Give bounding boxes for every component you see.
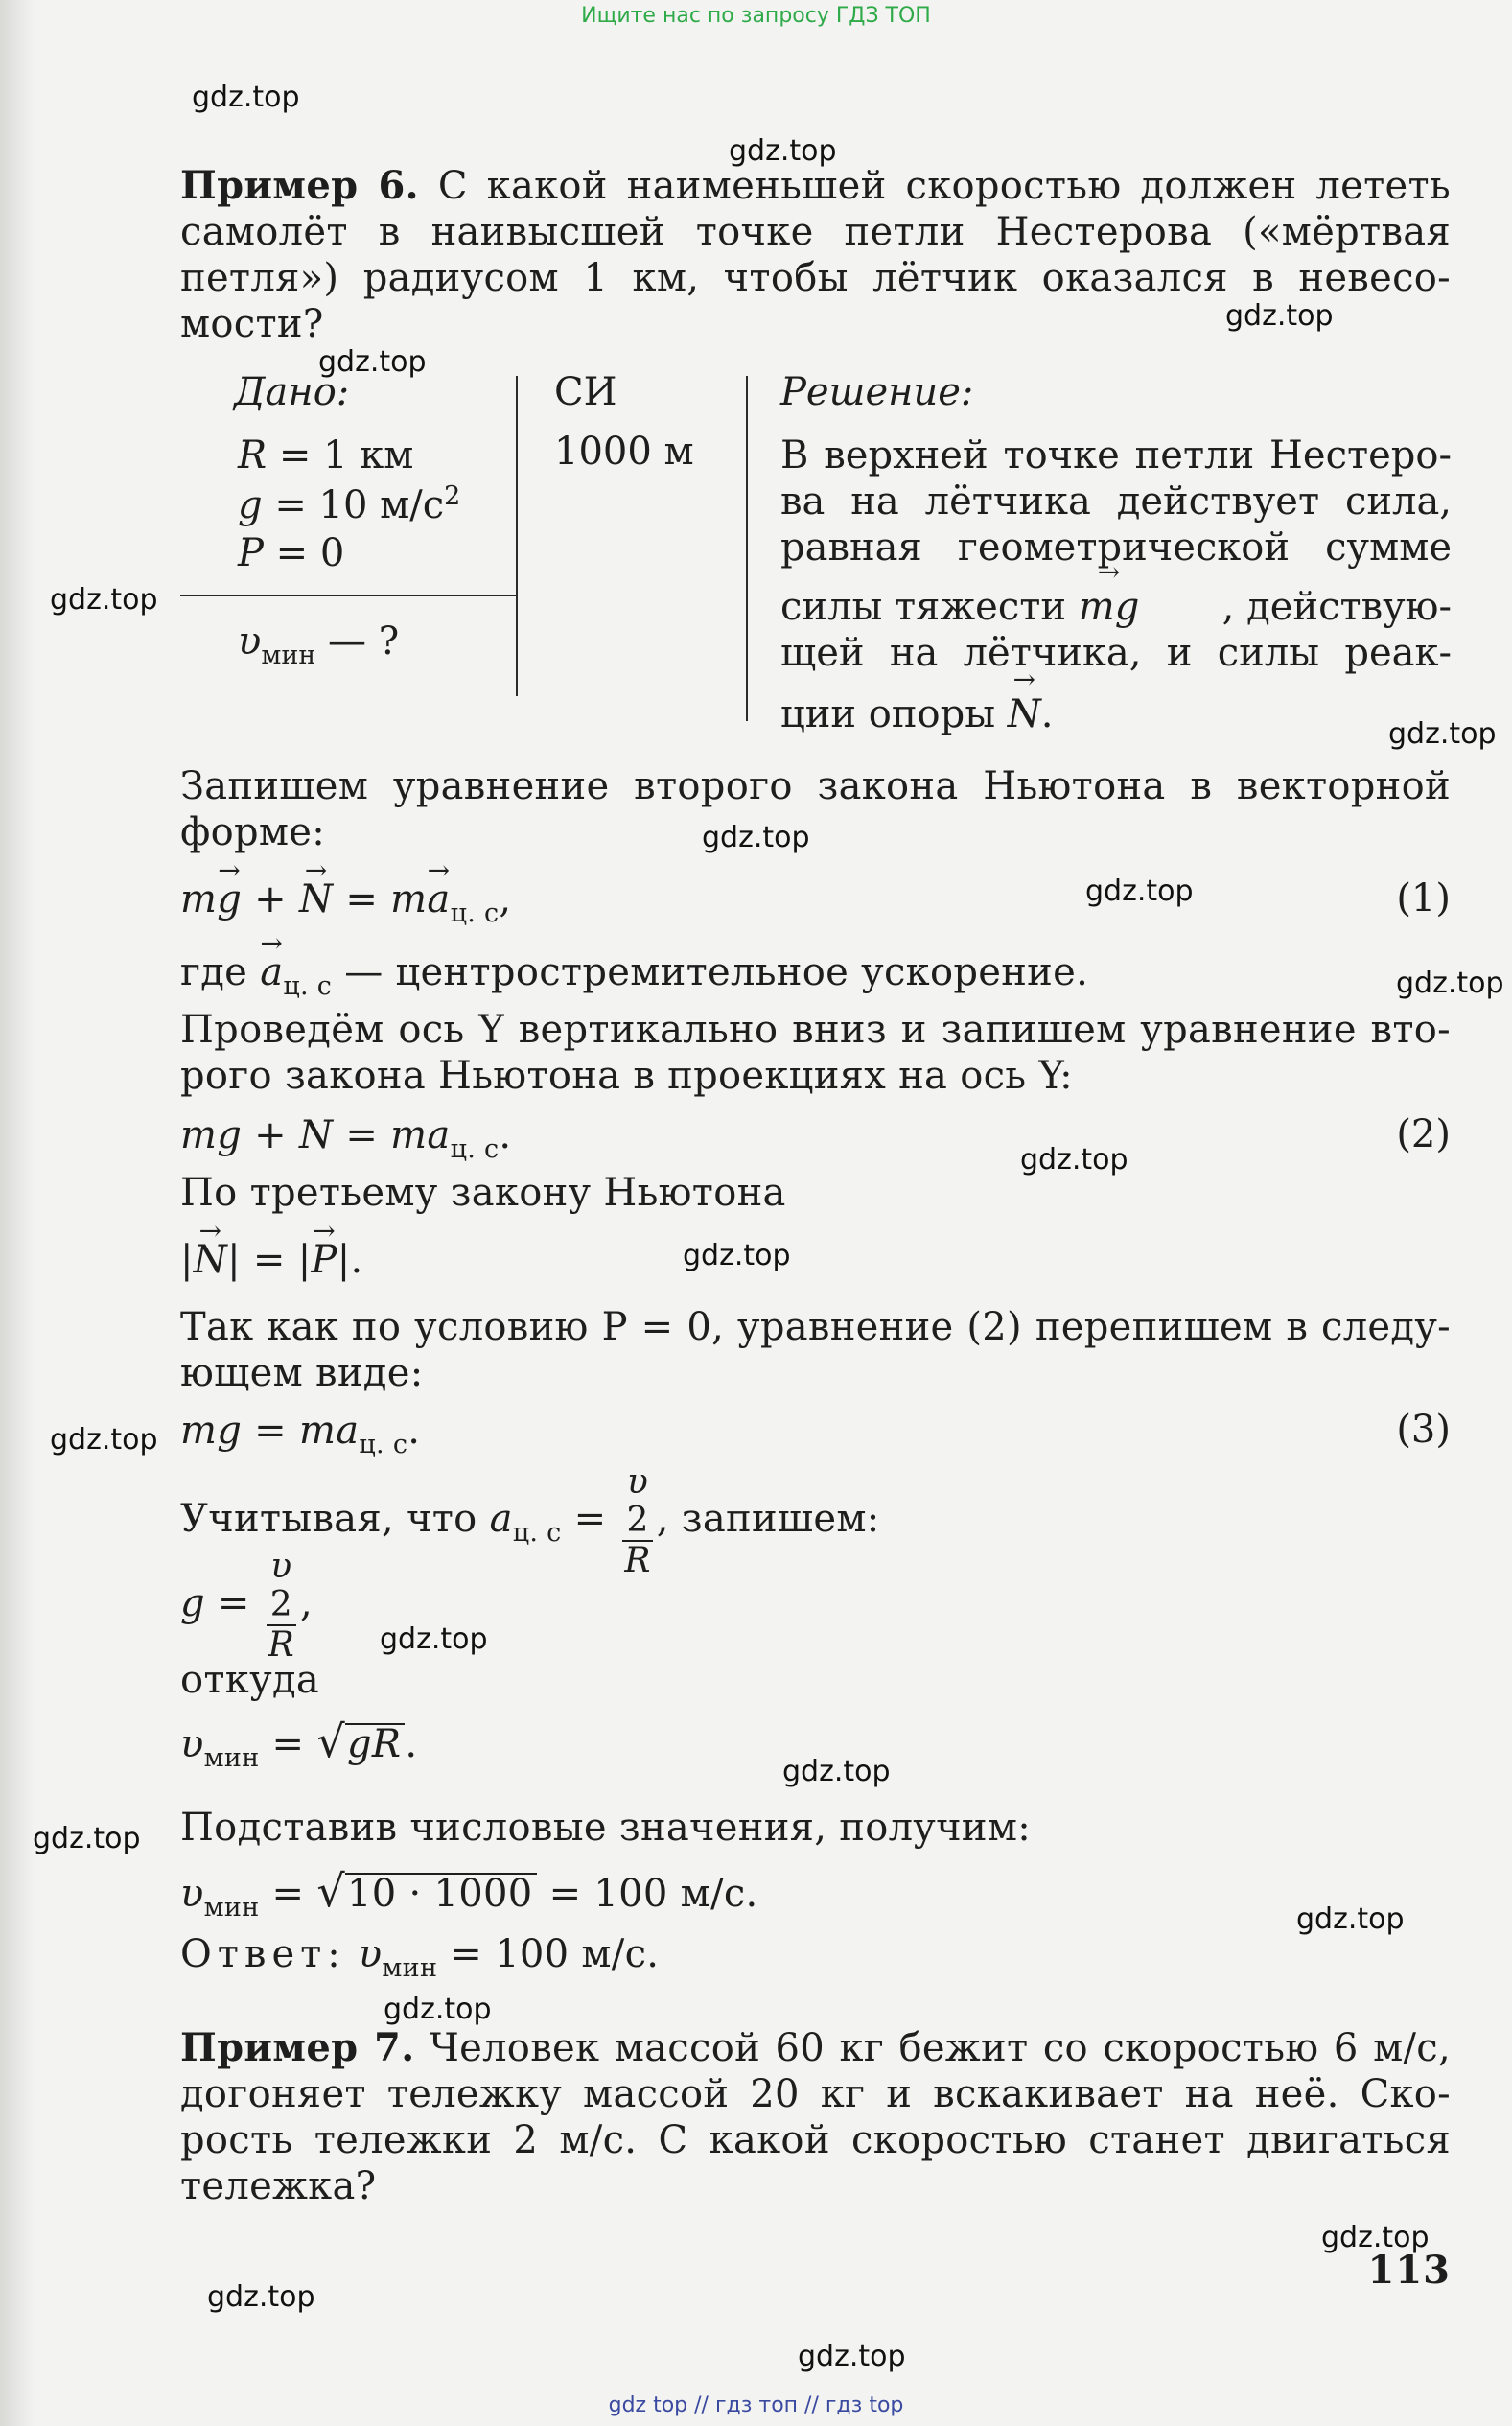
footer-links[interactable]: gdz top // гдз топ // гдз top	[608, 2393, 904, 2417]
solution-line: силы тяжести → mg , действую-	[780, 585, 1452, 629]
paragraph: откуда	[180, 1658, 320, 1702]
equation-numeric: $\upsilon_{мин} = √10 \cdot 1000 = 100$ м/с.	[180, 1865, 758, 1923]
example7-line: тележка?	[180, 2164, 377, 2208]
table-divider	[516, 376, 518, 696]
solution-line: равная геометрической сумме	[780, 525, 1452, 570]
watermark: gdz.top	[1225, 299, 1334, 333]
given-P: P = 0	[238, 531, 345, 575]
watermark: gdz.top	[33, 1822, 141, 1855]
equation-number: (1)	[1396, 876, 1451, 921]
watermark: gdz.top	[192, 81, 300, 114]
watermark: gdz.top	[729, 134, 837, 168]
equation-number: (3)	[1396, 1408, 1451, 1452]
example7-line: Пример 7. Человек массой 60 кг бежит со скоростью 6 м/с,	[180, 2025, 1451, 2070]
fraction: υ 2 R	[624, 1462, 651, 1580]
watermark: gdz.top	[50, 1423, 158, 1457]
watermark: gdz.top	[1321, 2221, 1430, 2254]
book-spine-shadow	[0, 0, 35, 2426]
paragraph: где → $a_{ц. с}$ — центростремительное ускорение.	[180, 949, 1451, 1010]
equation-1: m→ g + → $N = m\to a_{ц. с}$,	[180, 876, 1451, 937]
watermark: gdz.top	[702, 821, 810, 854]
paragraph: ющем виде:	[180, 1351, 424, 1395]
paragraph: Учитывая, что $a_{ц. с}$ = υ 2 R , запишем:	[180, 1462, 880, 1580]
paragraph: По третьему закону Ньютона	[180, 1171, 786, 1215]
example6-question-line: самолёт в наивысшей точке петли Нестерова («мёртвая	[180, 210, 1451, 254]
example7-title: Пример 7.	[180, 2025, 415, 2070]
table-divider	[746, 376, 748, 721]
example6-question-line: мости?	[180, 302, 324, 346]
watermark: gdz.top	[798, 2340, 906, 2373]
given-header: Дано:	[234, 370, 350, 414]
watermark: gdz.top	[1388, 717, 1497, 751]
example7-line: рость тележки 2 м/с. С какой скоростью станет двигаться	[180, 2118, 1451, 2162]
watermark: gdz.top	[1296, 1902, 1405, 1936]
paragraph: Проведём ось Y вертикально вниз и запишем уравнение вто-	[180, 1008, 1451, 1052]
example6-question-line: Пример 6. С какой наименьшей скоростью должен лететь	[180, 163, 1452, 208]
watermark: gdz.top	[1396, 967, 1504, 1000]
solution-line: ции опоры → N.	[780, 692, 1053, 736]
solution-header: Решение:	[780, 370, 974, 414]
watermark: gdz.top	[782, 1755, 891, 1788]
solution-line: щей на лётчика, и силы реак-	[780, 631, 1452, 675]
given-underline	[180, 595, 516, 596]
watermark: gdz.top	[380, 1622, 488, 1656]
paragraph: рого закона Ньютона в проекциях на ось Y:	[180, 1054, 1073, 1098]
watermark: gdz.top	[207, 2280, 315, 2314]
watermark: gdz.top	[683, 1239, 791, 1272]
solution-line: ва на лётчика действует сила,	[780, 479, 1452, 524]
example7-line: догоняет тележку массой 20 кг и вскакивает на неё. Ско-	[180, 2072, 1451, 2116]
paragraph: Подставив числовые значения, получим:	[180, 1806, 1032, 1850]
si-header: СИ	[554, 370, 617, 414]
given-g: g = 10 $м/с^2$	[238, 481, 461, 527]
watermark: gdz.top	[384, 1993, 492, 2026]
paragraph: Так как по условию P = 0, уравнение (2) перепишем в следу-	[180, 1305, 1451, 1349]
watermark: gdz.top	[1020, 1143, 1128, 1177]
si-value: 1000 м	[554, 430, 694, 474]
paragraph: форме:	[180, 810, 326, 854]
example6-question-line: петля») радиусом 1 км, чтобы лётчик оказался в невесо-	[180, 256, 1451, 300]
equation-modulus: |→ N| = |→ P|.	[180, 1237, 1451, 1283]
watermark: gdz.top	[1085, 875, 1194, 908]
equation-number: (2)	[1396, 1112, 1451, 1156]
solution-line: В верхней точке петли Нестеро-	[780, 433, 1452, 478]
equation-vmin: $\upsilon_{мин} = √gR$ .	[180, 1715, 418, 1773]
page-number: 113	[1367, 2248, 1451, 2293]
watermark: gdz.top	[318, 345, 427, 379]
equation-2: mg + $N = ma_{ц. с}$.	[180, 1113, 512, 1164]
given-find: $\upsilon_{мин}$ — ?	[238, 619, 400, 670]
answer: Ответ: $\upsilon_{мин} = 100$ м/с.	[180, 1932, 660, 1983]
equation-3: mg = $ma_{ц. с}$.	[180, 1409, 421, 1459]
top-banner[interactable]: Ищите нас по запросу ГДЗ ТОП	[581, 4, 931, 28]
example6-title: Пример 6.	[180, 163, 419, 208]
paragraph: Запишем уравнение второго закона Ньютона в векторной	[180, 764, 1451, 808]
given-R: R = 1 км	[238, 433, 414, 478]
equation-g: g = υ 2 R ,	[180, 1547, 313, 1665]
fraction: υ 2 R	[268, 1547, 295, 1665]
watermark: gdz.top	[50, 583, 158, 617]
